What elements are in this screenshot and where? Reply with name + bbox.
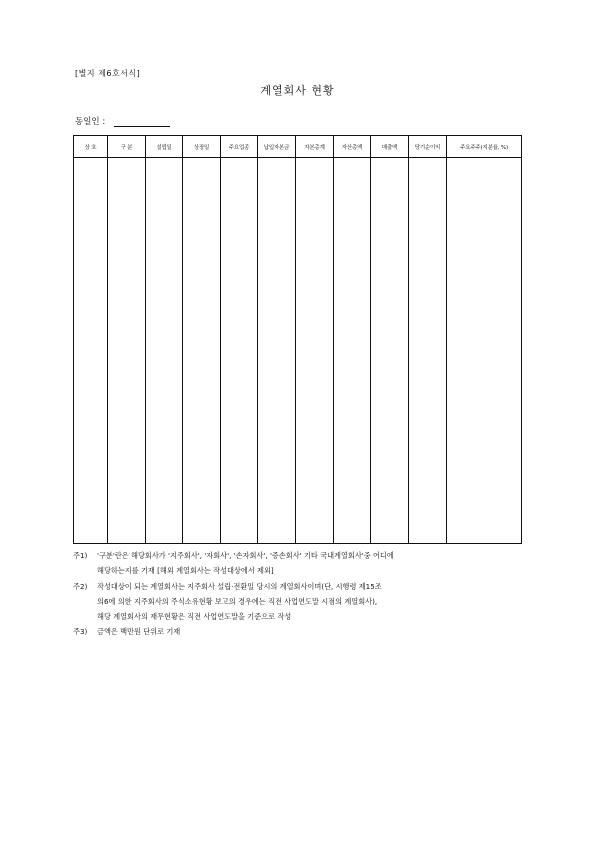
footnote-text: 금액은 백만원 단위로 기재 [97, 627, 181, 637]
same-person-blank-line [114, 126, 170, 127]
header-category: 구 분 [108, 136, 146, 158]
cell-category[interactable] [108, 158, 146, 544]
header-listing-date: 상장일 [183, 136, 221, 158]
footnote-label: 주1) [73, 551, 88, 560]
footnote-label: 주3) [73, 627, 88, 637]
footnote-3 [73, 624, 543, 639]
table-header-row [74, 136, 522, 158]
cell-main-business[interactable] [221, 158, 258, 544]
cell-listing-date[interactable] [183, 158, 221, 544]
footnote-text: '구분'란은 해당회사가 '지주회사', '자회사', '손자회사', '증손회사' 기타 국내계열회사'중 어디에 [97, 551, 394, 560]
cell-total-equity[interactable] [296, 158, 334, 544]
same-person-label: 동일인 : [75, 117, 106, 127]
cell-company-name[interactable] [74, 158, 108, 544]
form-code: [별지 제6호서식] [75, 69, 141, 78]
document-title: 계열회사 현황 [260, 84, 335, 97]
footnote-text: 의6에 의한 지주회사의 주식소유현황 보고의 경우에는 직전 사업연도말 시점의 계열회사), [97, 596, 378, 606]
footnote-1 [73, 548, 543, 579]
header-paid-in-capital: 납입자본금 [258, 136, 296, 158]
table-row [74, 158, 522, 544]
footnote-label: 주2) [73, 581, 88, 591]
header-sales: 매출액 [371, 136, 409, 158]
footnote-text: 작성대상이 되는 계열회사는 지주회사 설립·전환일 당시의 계열회사이며(단, 시행령 제15조 [97, 581, 382, 591]
footnote-text: 해당하는지를 기재 [해외 계열회사는 작성대상에서 제외] [97, 566, 274, 576]
header-main-business: 주요업종 [221, 136, 258, 158]
footnote-text: 해당 계열회사의 재무현황은 직전 사업연도말을 기준으로 작성 [97, 612, 292, 622]
cell-paid-in-capital[interactable] [258, 158, 296, 544]
cell-sales[interactable] [371, 158, 409, 544]
cell-major-shareholders[interactable] [447, 158, 522, 544]
header-major-shareholders: 주요주주(지분율, %) [447, 136, 522, 158]
footnotes [73, 548, 543, 640]
affiliate-status-table [73, 135, 521, 543]
cell-net-income[interactable] [409, 158, 447, 544]
cell-total-assets[interactable] [334, 158, 371, 544]
footnote-2 [73, 579, 543, 625]
cell-establishment-date[interactable] [146, 158, 183, 544]
header-company-name: 상 호 [74, 136, 108, 158]
header-establishment-date: 설립일 [146, 136, 183, 158]
header-net-income: 당기순이익 [409, 136, 447, 158]
header-total-assets: 자산총액 [334, 136, 371, 158]
header-total-equity: 자본총계 [296, 136, 334, 158]
